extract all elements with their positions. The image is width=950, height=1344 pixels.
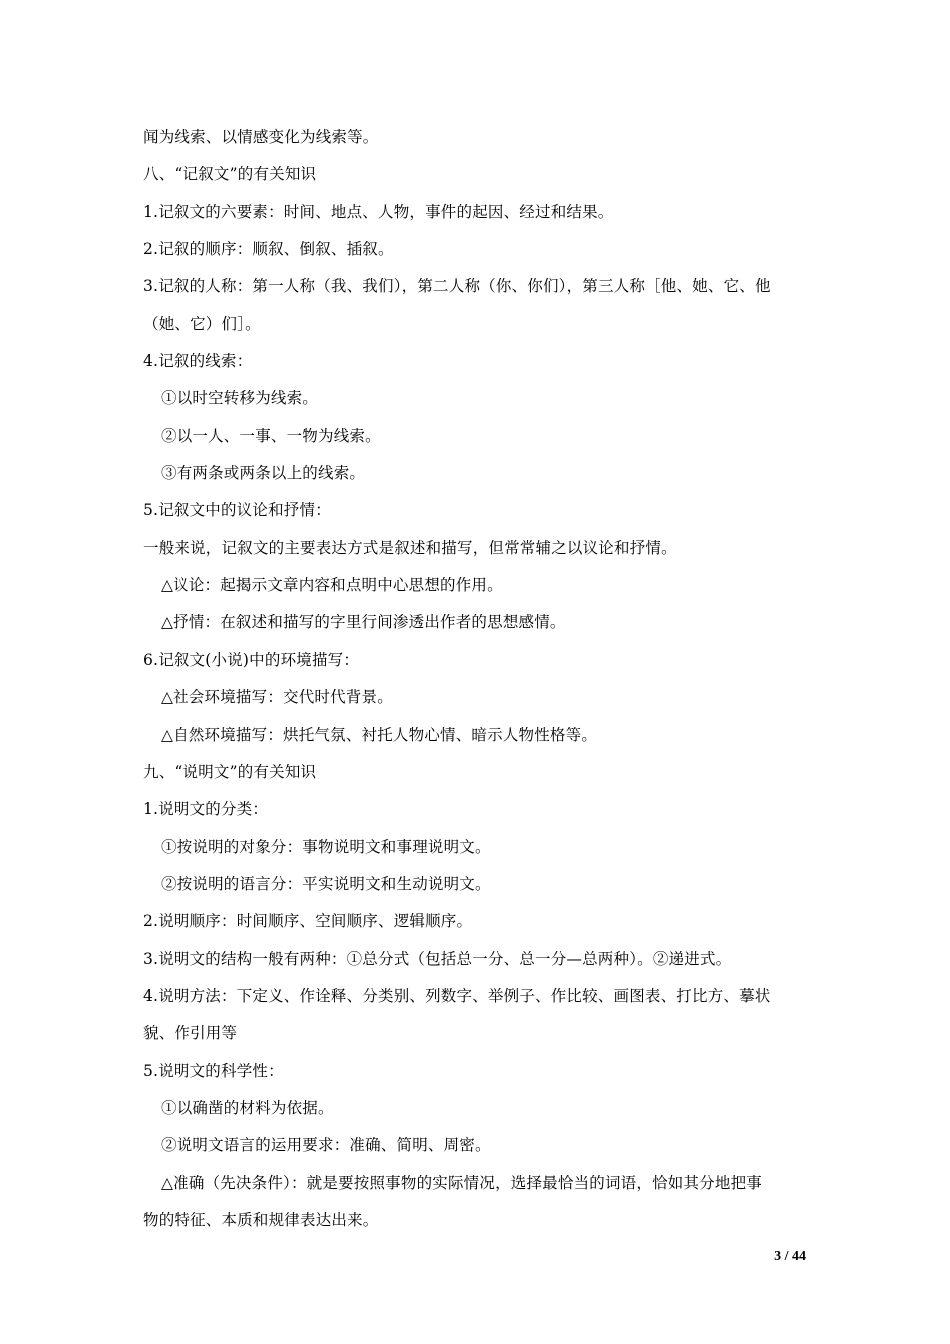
text-line-7: 4.记叙的线索： xyxy=(143,352,253,371)
text-line-15: 6.记叙文(小说)中的环境描写： xyxy=(143,650,360,669)
document-body xyxy=(143,119,809,1239)
text-line-28: ②说明文语言的运用要求：准确、简明、周密。 xyxy=(161,1136,491,1155)
text-line-8: ①以时空转移为线索。 xyxy=(161,389,319,408)
text-line-3: 1.记叙文的六要素：时间、地点、人物，事件的起因、经过和结果。 xyxy=(143,202,614,221)
text-line-16: △社会环境描写：交代时代背景。 xyxy=(161,688,393,707)
text-line-26: 5.说明文的科学性： xyxy=(143,1061,284,1080)
text-line-6: （她、它）们］。 xyxy=(143,314,261,333)
text-line-30: 物的特征、本质和规律表达出来。 xyxy=(143,1210,379,1229)
text-line-14: △抒情：在叙述和描写的字里行间渗透出作者的思想感情。 xyxy=(161,613,566,632)
text-line-17: △自然环境描写：烘托气氛、衬托人物心情、暗示人物性格等。 xyxy=(161,725,598,744)
section-heading-8: 八、“记叙文”的有关知识 xyxy=(143,165,317,184)
text-line-20: ①按说明的对象分：事物说明文和事理说明文。 xyxy=(161,837,491,856)
text-line-4: 2.记叙的顺序：顺叙、倒叙、插叙。 xyxy=(143,240,394,259)
text-line-9: ②以一人、一事、一物为线索。 xyxy=(161,426,381,445)
text-line-19: 1.说明文的分类： xyxy=(143,800,269,819)
text-line-12: 一般来说，记叙文的主要表达方式是叙述和描写，但常常辅之以议论和抒情。 xyxy=(143,538,677,557)
text-line-25: 貌、作引用等 xyxy=(143,1024,238,1043)
text-line-10: ③有两条或两条以上的线索。 xyxy=(161,464,366,483)
text-line-1: 闻为线索、以情感变化为线索等。 xyxy=(143,128,379,146)
text-line-24: 4.说明方法：下定义、作诠释、分类别、列数字、举例子、作比较、画图表、打比方、摹状 xyxy=(143,986,771,1005)
text-line-29: △准确（先决条件）：就是要按照事物的实际情况，选择最恰当的词语，恰如其分地把事 xyxy=(161,1173,762,1192)
text-line-22: 2.说明顺序：时间顺序、空间顺序、逻辑顺序。 xyxy=(143,912,473,931)
text-line-13: △议论：起揭示文章内容和点明中心思想的作用。 xyxy=(161,576,503,595)
text-line-5: 3.记叙的人称：第一人称（我、我们），第二人称（你、你们），第三人称［他、她、它、他 xyxy=(143,277,771,296)
text-line-11: 5.记叙文中的议论和抒情： xyxy=(143,501,331,520)
text-line-21: ②按说明的语言分：平实说明文和生动说明文。 xyxy=(161,874,491,893)
text-line-23: 3.说明文的结构一般有两种：①总分式（包括总一分、总一分—总两种）。②递进式。 xyxy=(143,949,732,968)
section-heading-9: 九、“说明文”的有关知识 xyxy=(143,762,317,781)
text-line-27: ①以确凿的材料为依据。 xyxy=(161,1098,334,1117)
page-number: 3 / 44 xyxy=(774,1249,806,1264)
